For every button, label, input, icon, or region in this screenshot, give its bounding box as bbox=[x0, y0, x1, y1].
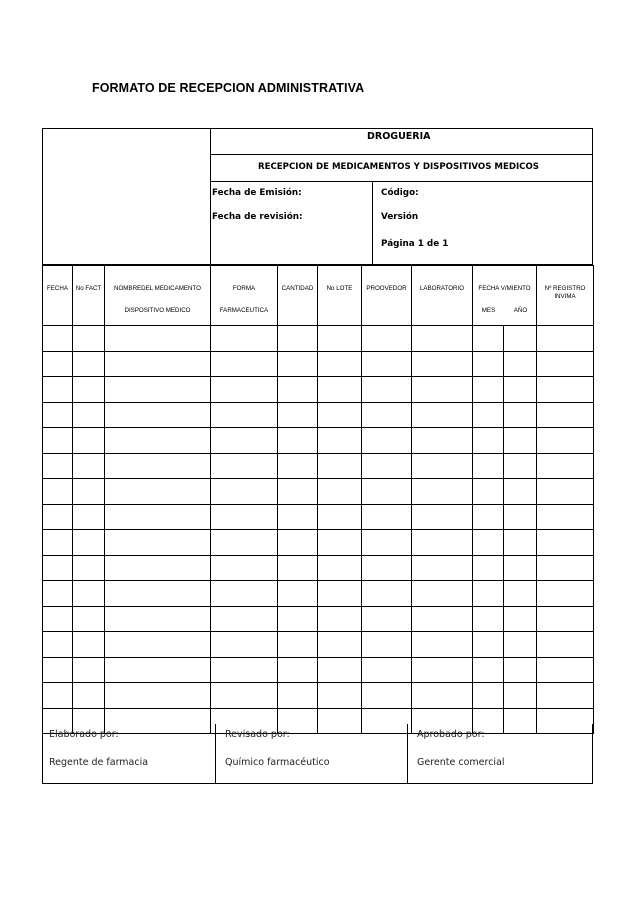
table-cell[interactable] bbox=[105, 428, 211, 454]
table-row bbox=[43, 402, 594, 428]
table-cell[interactable] bbox=[318, 581, 362, 607]
table-cell[interactable] bbox=[73, 377, 105, 403]
table-cell[interactable] bbox=[318, 377, 362, 403]
table-cell[interactable] bbox=[105, 555, 211, 581]
table-cell[interactable] bbox=[473, 504, 504, 530]
table-cell[interactable] bbox=[105, 402, 211, 428]
table-cell[interactable] bbox=[278, 657, 318, 683]
table-cell[interactable] bbox=[211, 326, 278, 352]
table-cell[interactable] bbox=[504, 504, 537, 530]
document-title: FORMATO DE RECEPCION ADMINISTRATIVA bbox=[92, 81, 365, 95]
table-cell[interactable] bbox=[43, 632, 73, 658]
table-cell[interactable] bbox=[318, 453, 362, 479]
table-cell[interactable] bbox=[412, 402, 473, 428]
signature-block bbox=[42, 724, 593, 784]
table-cell[interactable] bbox=[43, 428, 73, 454]
table-row bbox=[43, 530, 594, 556]
table-cell[interactable] bbox=[504, 402, 537, 428]
table-cell[interactable] bbox=[412, 504, 473, 530]
table-cell[interactable] bbox=[362, 555, 412, 581]
table-cell[interactable] bbox=[412, 683, 473, 709]
table-cell[interactable] bbox=[504, 453, 537, 479]
table-cell[interactable] bbox=[73, 453, 105, 479]
table-cell[interactable] bbox=[537, 606, 594, 632]
table-cell[interactable] bbox=[43, 453, 73, 479]
table-cell[interactable] bbox=[278, 504, 318, 530]
table-cell[interactable] bbox=[537, 555, 594, 581]
table-row bbox=[43, 351, 594, 377]
table-cell[interactable] bbox=[504, 530, 537, 556]
table-cell[interactable] bbox=[473, 402, 504, 428]
table-cell[interactable] bbox=[278, 479, 318, 505]
table-row bbox=[43, 606, 594, 632]
table-cell[interactable] bbox=[473, 479, 504, 505]
table-cell[interactable] bbox=[504, 377, 537, 403]
table-cell[interactable] bbox=[473, 606, 504, 632]
col-mes: MES bbox=[481, 307, 496, 314]
table-cell[interactable] bbox=[362, 351, 412, 377]
table-cell[interactable] bbox=[105, 453, 211, 479]
table-cell[interactable] bbox=[211, 504, 278, 530]
table-cell[interactable] bbox=[43, 326, 73, 352]
table-cell[interactable] bbox=[537, 402, 594, 428]
table-cell[interactable] bbox=[211, 683, 278, 709]
header-block bbox=[42, 128, 593, 265]
table-cell[interactable] bbox=[473, 530, 504, 556]
table-cell[interactable] bbox=[362, 504, 412, 530]
table-cell[interactable] bbox=[105, 657, 211, 683]
table-cell[interactable] bbox=[73, 402, 105, 428]
table-cell[interactable] bbox=[504, 326, 537, 352]
reception-table bbox=[42, 265, 594, 734]
table-cell[interactable] bbox=[537, 326, 594, 352]
table-cell[interactable] bbox=[278, 453, 318, 479]
table-cell[interactable] bbox=[362, 453, 412, 479]
table-cell[interactable] bbox=[318, 530, 362, 556]
table-body bbox=[43, 326, 594, 734]
table-cell[interactable] bbox=[105, 683, 211, 709]
col-fecha-vencimiento: FECHA V/MIENTO MES AÑO bbox=[473, 266, 537, 326]
table-cell[interactable] bbox=[412, 606, 473, 632]
table-cell[interactable] bbox=[278, 351, 318, 377]
table-cell[interactable] bbox=[412, 326, 473, 352]
table-cell[interactable] bbox=[537, 479, 594, 505]
table-cell[interactable] bbox=[43, 377, 73, 403]
table-cell[interactable] bbox=[278, 581, 318, 607]
table-cell[interactable] bbox=[278, 402, 318, 428]
col-no-fact: No FACT bbox=[73, 266, 105, 326]
table-cell[interactable] bbox=[211, 453, 278, 479]
table-cell[interactable] bbox=[105, 351, 211, 377]
table-cell[interactable] bbox=[73, 530, 105, 556]
table-row bbox=[43, 453, 594, 479]
table-cell[interactable] bbox=[73, 581, 105, 607]
table-cell[interactable] bbox=[73, 351, 105, 377]
table-cell[interactable] bbox=[43, 504, 73, 530]
table-cell[interactable] bbox=[504, 657, 537, 683]
col-no-lote: No LOTE bbox=[318, 266, 362, 326]
table-row bbox=[43, 581, 594, 607]
col-nombre-medicamento: NOMBREDEL MEDICAMENTO DISPOSITIVO MEDICO bbox=[105, 266, 211, 326]
table-cell[interactable] bbox=[537, 683, 594, 709]
table-cell[interactable] bbox=[73, 632, 105, 658]
table-cell[interactable] bbox=[211, 479, 278, 505]
table-cell[interactable] bbox=[362, 606, 412, 632]
table-cell[interactable] bbox=[473, 326, 504, 352]
table-cell[interactable] bbox=[362, 479, 412, 505]
table-row bbox=[43, 377, 594, 403]
table-row bbox=[43, 326, 594, 352]
table-cell[interactable] bbox=[473, 555, 504, 581]
table-cell[interactable] bbox=[105, 377, 211, 403]
table-cell[interactable] bbox=[211, 377, 278, 403]
table-cell[interactable] bbox=[504, 606, 537, 632]
codigo-label: Código: bbox=[381, 188, 419, 198]
drogueria-row bbox=[211, 129, 592, 155]
table-cell[interactable] bbox=[73, 326, 105, 352]
table-cell[interactable] bbox=[473, 683, 504, 709]
table-cell[interactable] bbox=[362, 632, 412, 658]
table-cell[interactable] bbox=[73, 683, 105, 709]
table-row bbox=[43, 479, 594, 505]
table-cell[interactable] bbox=[412, 581, 473, 607]
table-cell[interactable] bbox=[43, 657, 73, 683]
table-cell[interactable] bbox=[412, 377, 473, 403]
col-forma-farmaceutica: FORMA FARMACEUTICA bbox=[211, 266, 278, 326]
table-cell[interactable] bbox=[211, 530, 278, 556]
table-cell[interactable] bbox=[105, 530, 211, 556]
table-cell[interactable] bbox=[318, 504, 362, 530]
table-cell[interactable] bbox=[362, 657, 412, 683]
fecha-emision-label: Fecha de Emisión: bbox=[212, 188, 302, 198]
table-cell[interactable] bbox=[278, 326, 318, 352]
aprobado-label: Aprobado por: bbox=[417, 729, 485, 740]
table-cell[interactable] bbox=[537, 530, 594, 556]
subtitle-row bbox=[211, 155, 592, 182]
table-cell[interactable] bbox=[278, 428, 318, 454]
table-cell[interactable] bbox=[537, 504, 594, 530]
table-cell[interactable] bbox=[278, 555, 318, 581]
table-cell[interactable] bbox=[43, 581, 73, 607]
table-cell[interactable] bbox=[504, 428, 537, 454]
elaborado-cell bbox=[43, 724, 216, 783]
table-cell[interactable] bbox=[318, 351, 362, 377]
version-label: Versión bbox=[381, 212, 419, 222]
table-cell[interactable] bbox=[73, 428, 105, 454]
table-row bbox=[43, 428, 594, 454]
table-cell[interactable] bbox=[43, 402, 73, 428]
drogueria-label: DROGUERIA bbox=[367, 131, 431, 142]
table-cell[interactable] bbox=[473, 377, 504, 403]
table-cell[interactable] bbox=[537, 453, 594, 479]
table-cell[interactable] bbox=[537, 657, 594, 683]
table-cell[interactable] bbox=[43, 351, 73, 377]
table-cell[interactable] bbox=[43, 530, 73, 556]
table-cell[interactable] bbox=[473, 657, 504, 683]
table-cell[interactable] bbox=[473, 581, 504, 607]
table-cell[interactable] bbox=[318, 683, 362, 709]
table-cell[interactable] bbox=[412, 479, 473, 505]
codes-cell bbox=[373, 182, 592, 264]
table-cell[interactable] bbox=[504, 683, 537, 709]
table-cell[interactable] bbox=[278, 683, 318, 709]
revisado-role: Químico farmacéutico bbox=[225, 757, 330, 768]
table-cell[interactable] bbox=[504, 479, 537, 505]
table-cell[interactable] bbox=[504, 632, 537, 658]
revisado-label: Revisado por: bbox=[225, 729, 290, 740]
table-cell[interactable] bbox=[211, 351, 278, 377]
col-cantidad: CANTIDAD bbox=[278, 266, 318, 326]
table-cell[interactable] bbox=[73, 657, 105, 683]
aprobado-role: Gerente comercial bbox=[417, 757, 505, 768]
table-cell[interactable] bbox=[412, 453, 473, 479]
table-cell[interactable] bbox=[412, 530, 473, 556]
table-cell[interactable] bbox=[105, 479, 211, 505]
table-cell[interactable] bbox=[211, 581, 278, 607]
table-cell[interactable] bbox=[412, 555, 473, 581]
table-cell[interactable] bbox=[105, 606, 211, 632]
table-cell[interactable] bbox=[362, 377, 412, 403]
table-row bbox=[43, 657, 594, 683]
table-cell[interactable] bbox=[278, 377, 318, 403]
table-cell[interactable] bbox=[211, 402, 278, 428]
logo-cell bbox=[43, 129, 211, 264]
table-cell[interactable] bbox=[73, 555, 105, 581]
table-cell[interactable] bbox=[278, 530, 318, 556]
table-cell[interactable] bbox=[211, 657, 278, 683]
table-cell[interactable] bbox=[318, 326, 362, 352]
table-cell[interactable] bbox=[504, 555, 537, 581]
table-cell[interactable] bbox=[105, 326, 211, 352]
elaborado-role: Regente de farmacia bbox=[49, 757, 149, 768]
revisado-cell bbox=[216, 724, 408, 783]
table-cell[interactable] bbox=[43, 479, 73, 505]
table-cell[interactable] bbox=[318, 428, 362, 454]
table-cell[interactable] bbox=[318, 479, 362, 505]
table-cell[interactable] bbox=[537, 632, 594, 658]
dates-cell bbox=[211, 182, 373, 264]
table-cell[interactable] bbox=[73, 606, 105, 632]
table-cell[interactable] bbox=[211, 555, 278, 581]
table-cell[interactable] bbox=[318, 632, 362, 658]
col-registro-invima: Nº REGISTRO INVIMA bbox=[537, 266, 594, 326]
col-proveedor: PROOVEDOR bbox=[362, 266, 412, 326]
table-cell[interactable] bbox=[537, 351, 594, 377]
elaborado-label: Elaborado por: bbox=[49, 729, 119, 740]
table-header-row bbox=[43, 266, 594, 326]
table-cell[interactable] bbox=[537, 428, 594, 454]
table-cell[interactable] bbox=[105, 581, 211, 607]
table-cell[interactable] bbox=[318, 555, 362, 581]
table-cell[interactable] bbox=[362, 581, 412, 607]
table-cell[interactable] bbox=[211, 606, 278, 632]
table-cell[interactable] bbox=[43, 555, 73, 581]
table-cell[interactable] bbox=[504, 581, 537, 607]
fecha-revision-label: Fecha de revisión: bbox=[212, 212, 303, 222]
table-cell[interactable] bbox=[211, 428, 278, 454]
table-cell[interactable] bbox=[278, 606, 318, 632]
col-anio: AÑO bbox=[513, 307, 528, 314]
table-cell[interactable] bbox=[537, 581, 594, 607]
table-cell[interactable] bbox=[362, 428, 412, 454]
table-cell[interactable] bbox=[105, 504, 211, 530]
table-cell[interactable] bbox=[73, 504, 105, 530]
table-row bbox=[43, 632, 594, 658]
aprobado-cell bbox=[408, 724, 593, 783]
table-cell[interactable] bbox=[412, 632, 473, 658]
table-cell[interactable] bbox=[362, 326, 412, 352]
table-cell[interactable] bbox=[473, 453, 504, 479]
col-laboratorio: LABORATORIO bbox=[412, 266, 473, 326]
table-cell[interactable] bbox=[412, 657, 473, 683]
table-row bbox=[43, 555, 594, 581]
table-cell[interactable] bbox=[362, 683, 412, 709]
pagina-label: Página 1 de 1 bbox=[381, 239, 449, 249]
table-cell[interactable] bbox=[318, 657, 362, 683]
table-cell[interactable] bbox=[278, 632, 318, 658]
table-cell[interactable] bbox=[43, 683, 73, 709]
table-cell[interactable] bbox=[473, 632, 504, 658]
table-cell[interactable] bbox=[537, 377, 594, 403]
table-cell[interactable] bbox=[362, 530, 412, 556]
table-cell[interactable] bbox=[362, 402, 412, 428]
subtitle-label: RECEPCION DE MEDICAMENTOS Y DISPOSITIVOS MEDICOS bbox=[258, 162, 539, 172]
col-fecha: FECHA bbox=[43, 266, 73, 326]
table-cell[interactable] bbox=[318, 402, 362, 428]
table-cell[interactable] bbox=[73, 479, 105, 505]
table-cell[interactable] bbox=[412, 351, 473, 377]
table-cell[interactable] bbox=[318, 606, 362, 632]
table-row bbox=[43, 504, 594, 530]
table-cell[interactable] bbox=[473, 428, 504, 454]
table-cell[interactable] bbox=[105, 632, 211, 658]
table-row bbox=[43, 683, 594, 709]
table-cell[interactable] bbox=[412, 428, 473, 454]
table-cell[interactable] bbox=[43, 606, 73, 632]
table-cell[interactable] bbox=[211, 632, 278, 658]
table-cell[interactable] bbox=[504, 351, 537, 377]
table-cell[interactable] bbox=[473, 351, 504, 377]
